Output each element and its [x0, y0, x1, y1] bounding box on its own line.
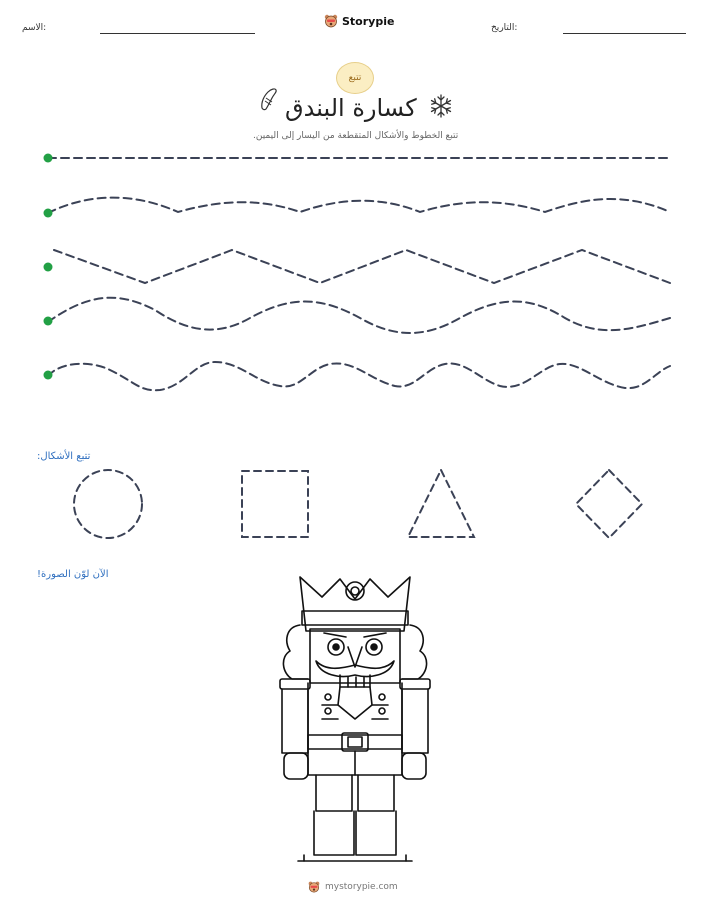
start-dot: [44, 154, 53, 163]
tracing-lines: [0, 0, 709, 400]
trace-badge-label: تتبع: [348, 73, 362, 83]
brand-name: Storypie: [342, 14, 395, 28]
trace-circle[interactable]: [74, 470, 142, 538]
trace-line-wave-1[interactable]: [48, 198, 670, 213]
coloring-heading: الآن لوّن الصورة!: [37, 569, 109, 580]
tracing-shapes: [0, 460, 709, 550]
trace-triangle[interactable]: [408, 470, 474, 537]
trace-line-zigzag[interactable]: [54, 250, 670, 283]
trace-line-wave-3[interactable]: [48, 362, 670, 390]
footer: [308, 881, 398, 893]
trace-diamond[interactable]: [576, 470, 642, 538]
start-dot: [44, 317, 53, 326]
footer-url[interactable]: mystorypie.com: [325, 882, 398, 892]
trace-line-wave-2[interactable]: [48, 298, 670, 333]
start-dot: [44, 209, 53, 218]
instructions: تتبع الخطوط والأشكال المتقطعة من اليسار إلى اليمين.: [253, 131, 459, 141]
nutcracker-illustration[interactable]: [270, 575, 440, 865]
start-dot: [44, 263, 53, 272]
start-dot: [44, 371, 53, 380]
shapes-heading: تتبع الأشكال:: [37, 451, 91, 462]
date-label: التاريخ:: [491, 23, 518, 33]
storypie-bear-icon: [308, 881, 320, 893]
name-label: الاسم:: [22, 23, 47, 33]
page-title: كسارة البندق: [285, 94, 417, 122]
trace-square[interactable]: [242, 471, 308, 537]
